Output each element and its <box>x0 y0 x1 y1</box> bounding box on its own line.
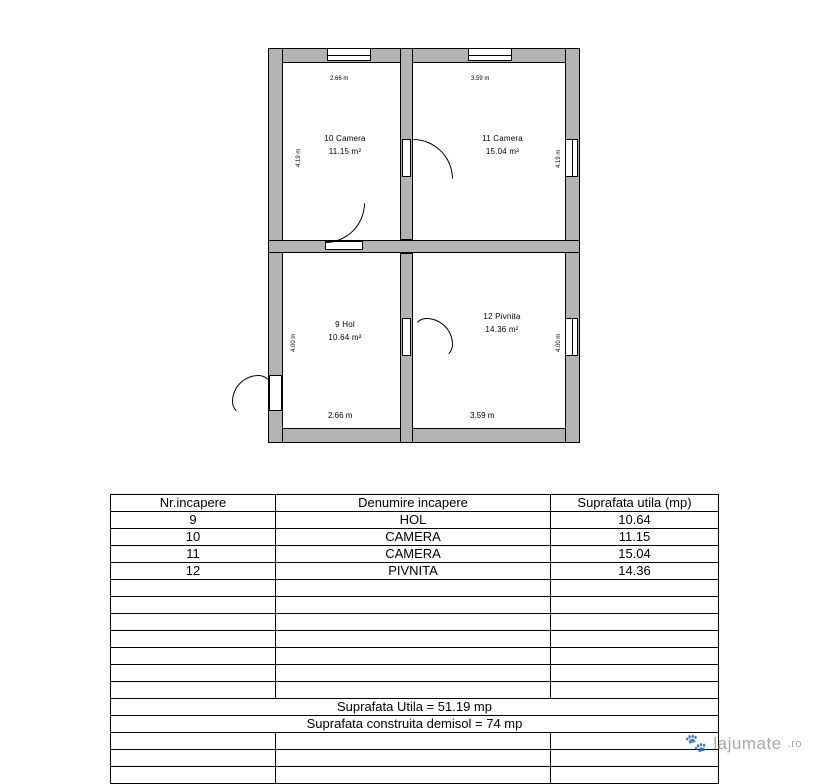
window-top-right <box>468 48 512 61</box>
dimension-top-right: 3.59 m <box>471 76 490 82</box>
room-label-hol-9: 9 Hol 10.64 m² <box>328 320 362 342</box>
window-right-upper <box>565 139 578 177</box>
cell-empty <box>111 733 276 750</box>
dimension-top-left: 2.66 m <box>330 76 349 82</box>
table-row-empty <box>111 614 719 631</box>
room-label-camera-11: 11 Camera 15.04 m² <box>482 134 523 156</box>
cell-empty <box>551 597 719 614</box>
total-suprafata-construita: Suprafata construita demisol = 74 mp <box>111 716 719 733</box>
wall-top <box>268 48 580 63</box>
cell-empty <box>276 750 551 767</box>
wall-bottom <box>268 428 580 443</box>
cell-nr: 12 <box>111 563 276 580</box>
cell-nr: 9 <box>111 512 276 529</box>
table-header-row <box>111 495 719 512</box>
cell-empty <box>276 631 551 648</box>
header-suprafata-utila: Suprafata utila (mp) <box>551 495 719 512</box>
table-row-total-construita <box>111 716 719 733</box>
total-suprafata-utila: Suprafata Utila = 51.19 mp <box>111 699 719 716</box>
table-row-empty <box>111 750 719 767</box>
table-row <box>111 546 719 563</box>
cell-name: CAMERA <box>276 546 551 563</box>
cell-name: PIVNITA <box>276 563 551 580</box>
door-swing-camera <box>413 139 453 179</box>
cell-empty <box>551 682 719 699</box>
cell-empty <box>276 665 551 682</box>
watermark-text: lajumate <box>713 733 782 753</box>
cell-nr: 11 <box>111 546 276 563</box>
watermark-suffix: .ro <box>787 737 802 750</box>
table-row-empty <box>111 767 719 784</box>
cell-empty <box>111 614 276 631</box>
dimension-bottom-left: 2.66 m <box>328 411 353 420</box>
table-row-empty <box>111 682 719 699</box>
room-schedule-table <box>110 494 718 784</box>
cell-empty <box>276 580 551 597</box>
cell-empty <box>551 665 719 682</box>
dimension-left-upper: 4.19 m <box>296 148 302 167</box>
cell-name: HOL <box>276 512 551 529</box>
cell-empty <box>276 733 551 750</box>
dimension-bottom-right: 3.59 m <box>470 411 495 420</box>
cell-empty <box>111 631 276 648</box>
table-row <box>111 563 719 580</box>
cell-empty <box>276 614 551 631</box>
door-swing-pivnita <box>413 318 453 358</box>
table-row-empty <box>111 648 719 665</box>
cell-empty <box>111 648 276 665</box>
room-label-camera-10: 10 Camera 11.15 m² <box>324 134 366 156</box>
wall-interior-horizontal <box>268 240 580 253</box>
table-row-empty <box>111 597 719 614</box>
window-top-left <box>327 48 371 61</box>
cell-empty <box>276 648 551 665</box>
paw-icon: 🐾 <box>684 733 708 753</box>
cell-empty <box>111 597 276 614</box>
cell-empty <box>551 631 719 648</box>
table-row-empty <box>111 665 719 682</box>
cell-empty <box>551 580 719 597</box>
table-row-empty <box>111 733 719 750</box>
cell-nr: 10 <box>111 529 276 546</box>
cell-empty <box>551 614 719 631</box>
door-swing-entrance <box>232 375 272 415</box>
cell-area: 15.04 <box>551 546 719 563</box>
door-leaf-camera <box>402 139 411 177</box>
cell-empty <box>111 665 276 682</box>
table-row-empty <box>111 631 719 648</box>
door-swing-hol-camera <box>325 203 365 243</box>
cell-area: 14.36 <box>551 563 719 580</box>
header-nr-incapere: Nr.incapere <box>111 495 276 512</box>
dimension-right-lower: 4.00 m <box>556 333 562 352</box>
cell-empty <box>551 767 719 784</box>
cell-empty <box>276 767 551 784</box>
cell-empty <box>276 682 551 699</box>
watermark <box>684 733 802 754</box>
cell-empty <box>111 682 276 699</box>
header-denumire-incapere: Denumire incapere <box>276 495 551 512</box>
cell-empty <box>111 750 276 767</box>
table-row-empty <box>111 580 719 597</box>
table-row-total-utila <box>111 699 719 716</box>
cell-empty <box>111 580 276 597</box>
cell-empty <box>111 767 276 784</box>
window-right-lower <box>565 318 578 356</box>
cell-empty <box>551 648 719 665</box>
room-label-pivnita-12: 12 Pivnita 14.36 m² <box>483 312 521 334</box>
table-row <box>111 512 719 529</box>
table-row <box>111 529 719 546</box>
cell-area: 11.15 <box>551 529 719 546</box>
dimension-right-upper: 4.19 m <box>556 149 562 168</box>
cell-area: 10.64 <box>551 512 719 529</box>
dimension-left-lower: 4.00 m <box>291 333 297 352</box>
cell-empty <box>276 597 551 614</box>
door-leaf-pivnita <box>402 318 411 356</box>
cell-name: CAMERA <box>276 529 551 546</box>
